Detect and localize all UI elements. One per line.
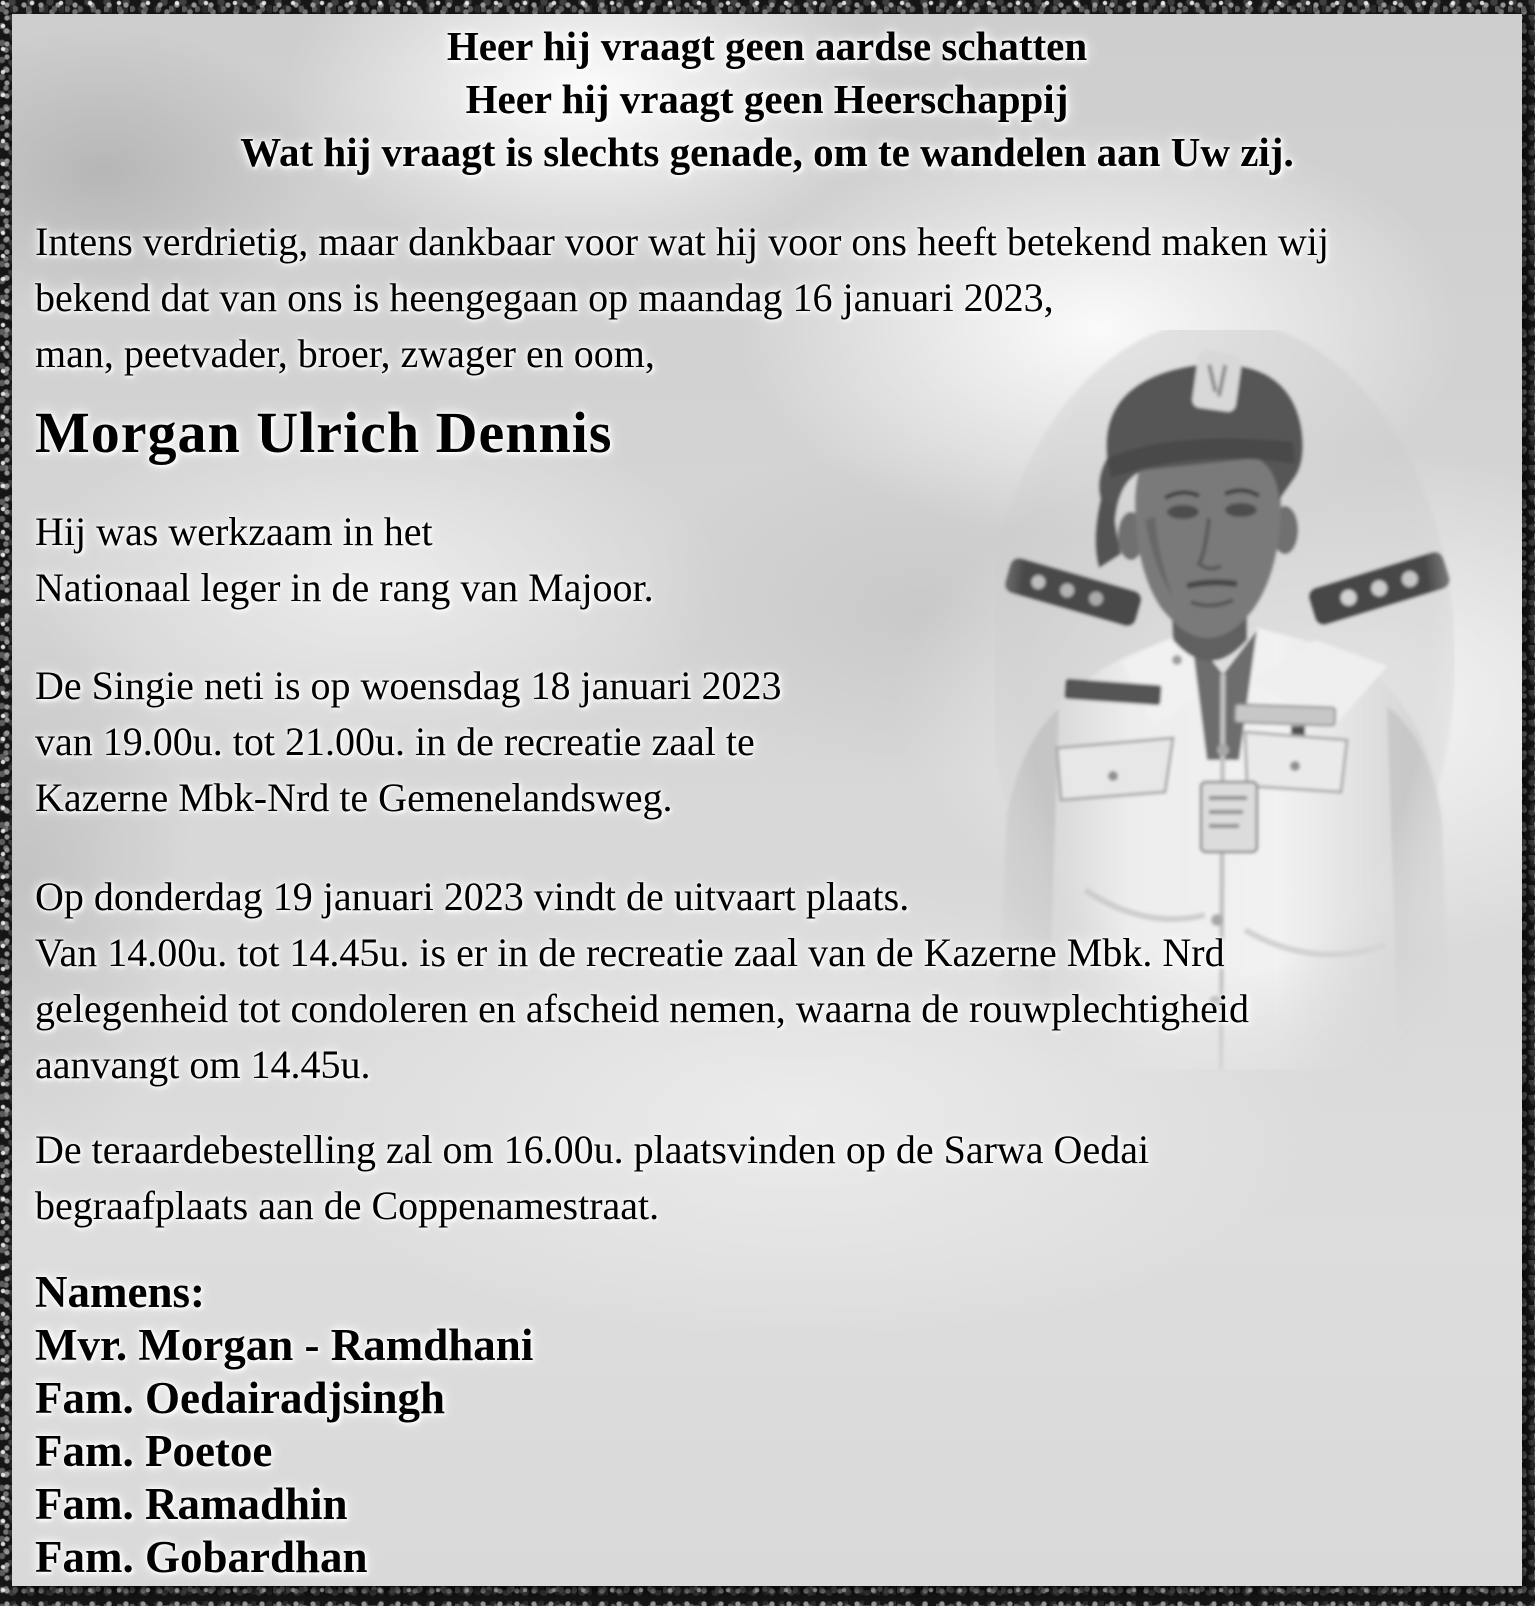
funeral-line: Van 14.00u. tot 14.45u. is er in de recreatie zaal van de Kazerne Mbk. Nrd: [35, 930, 1225, 975]
funeral-line: Op donderdag 19 januari 2023 vindt de uitvaart plaats.: [35, 874, 910, 919]
occupation-paragraph: [35, 504, 1499, 616]
announcement-line: man, peetvader, broer, zwager en oom,: [35, 331, 655, 376]
burial-paragraph: [35, 1122, 1499, 1234]
namens-name: Fam. Oedairadjsingh: [35, 1373, 446, 1423]
verse-line: Heer hij vraagt geen aardse schatten: [446, 23, 1088, 69]
namens-name: Fam. Ramadhin: [35, 1479, 348, 1529]
funeral-paragraph: [35, 869, 1499, 1093]
namens-label: Namens:: [35, 1267, 205, 1317]
funeral-line: aanvangt om 14.45u.: [35, 1042, 371, 1087]
funeral-line: gelegenheid tot condoleren en afscheid nemen, waarna de rouwplechtigheid: [35, 986, 1249, 1031]
namens-name: Fam. Gobardhan: [35, 1532, 368, 1582]
namens-name: Fam. Poetoe: [35, 1426, 273, 1476]
singie-neti-line: De Singie neti is op woensdag 18 januari 2023: [35, 663, 782, 708]
burial-line: begraafplaats aan de Coppenamestraat.: [35, 1183, 660, 1228]
verse-line: Wat hij vraagt is slechts genade, om te wandelen aan Uw zij.: [240, 129, 1294, 175]
deceased-name: Morgan Ulrich Dennis: [35, 400, 613, 465]
singie-neti-line: van 19.00u. tot 21.00u. in de recreatie zaal te: [35, 719, 755, 764]
namens-name: Mvr. Morgan - Ramdhani: [35, 1320, 534, 1370]
on-behalf-of-list: [35, 1266, 1499, 1584]
verse-line: Heer hij vraagt geen Heerschappij: [465, 76, 1069, 122]
burial-line: De teraardebestelling zal om 16.00u. plaatsvinden op de Sarwa Oedai: [35, 1127, 1150, 1172]
singie-neti-line: Kazerne Mbk-Nrd te Gemenelandsweg.: [35, 775, 673, 820]
announcement-line: Intens verdrietig, maar dankbaar voor wat hij voor ons heeft betekend maken wij: [35, 219, 1330, 264]
singie-neti-paragraph: [35, 658, 1499, 826]
announcement-line: bekend dat van ons is heengegaan op maandag 16 januari 2023,: [35, 275, 1054, 320]
death-announcement: [35, 214, 1499, 382]
text-layer: [12, 14, 1522, 1586]
occupation-line: Hij was werkzaam in het: [35, 509, 433, 554]
memorial-verse: [35, 20, 1499, 179]
cloud-panel: [12, 14, 1522, 1586]
occupation-line: Nationaal leger in de rang van Majoor.: [35, 565, 654, 610]
